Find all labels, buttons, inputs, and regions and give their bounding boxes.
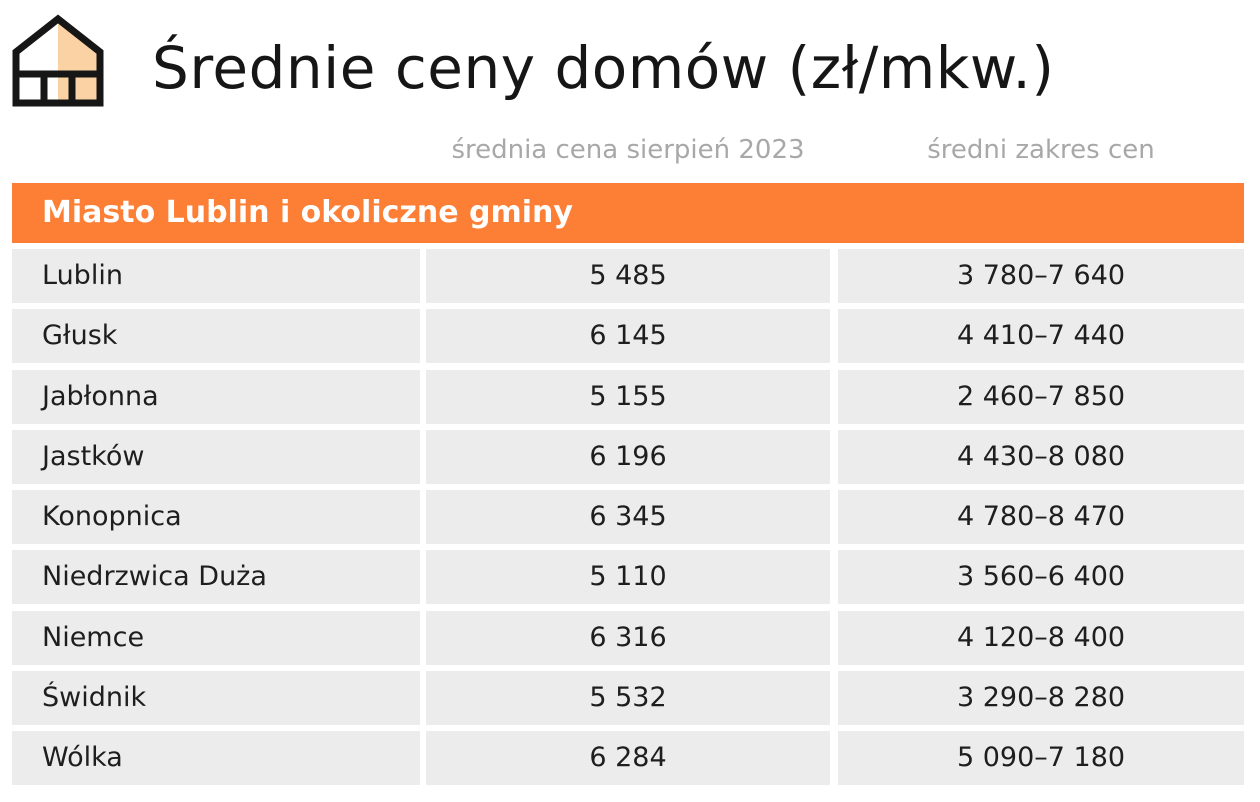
cell-name [12,550,420,604]
city-name: Niedrzwica Duża [42,561,267,593]
cell-range: 4 430–8 080 [838,430,1244,484]
city-name: Niemce [42,621,145,653]
table-row [12,611,1244,665]
cell-name [12,611,420,665]
house-icon [10,12,106,108]
cell-price: 6 284 [426,731,830,785]
cell-range: 4 780–8 470 [838,490,1244,544]
table-row [12,550,1244,604]
table-row [12,309,1244,363]
table-row [12,249,1244,303]
cell-range: 2 460–7 850 [838,370,1244,424]
table-row [12,370,1244,424]
table-row [12,490,1244,544]
table-row [12,430,1244,484]
column-header-price: średnia cena sierpień 2023 [451,135,805,165]
cell-name [12,370,420,424]
cell-price: 5 485 [426,249,830,303]
city-name: Świdnik [42,682,147,714]
cell-range: 4 120–8 400 [838,611,1244,665]
column-header-range: średni zakres cen [927,135,1155,165]
cell-price: 5 110 [426,550,830,604]
cell-price: 5 532 [426,671,830,725]
group-header [12,183,1244,243]
table-body [12,249,1244,792]
cell-price: 6 316 [426,611,830,665]
city-name: Głusk [42,320,118,352]
city-name: Lublin [42,260,123,291]
city-name: Wólka [42,742,123,774]
table-row [12,731,1244,785]
page-title: Średnie ceny domów (zł/mkw.) [152,34,1055,102]
cell-range: 5 090–7 180 [838,731,1244,785]
city-name: Jabłonna [42,380,159,412]
cell-price: 6 196 [426,430,830,484]
cell-range: 4 410–7 440 [838,309,1244,363]
cell-name [12,430,420,484]
cell-price: 6 345 [426,490,830,544]
cell-price: 6 145 [426,309,830,363]
cell-name [12,249,420,303]
cell-price: 5 155 [426,370,830,424]
group-label: Miasto Lublin i okoliczne gminy [42,195,573,230]
city-name: Jastków [42,440,145,472]
cell-name [12,671,420,725]
cell-name [12,490,420,544]
cell-range: 3 780–7 640 [838,249,1244,303]
cell-range: 3 560–6 400 [838,550,1244,604]
cell-name [12,309,420,363]
cell-range: 3 290–8 280 [838,671,1244,725]
table-row [12,671,1244,725]
city-name: Konopnica [42,501,182,533]
cell-name [12,731,420,785]
